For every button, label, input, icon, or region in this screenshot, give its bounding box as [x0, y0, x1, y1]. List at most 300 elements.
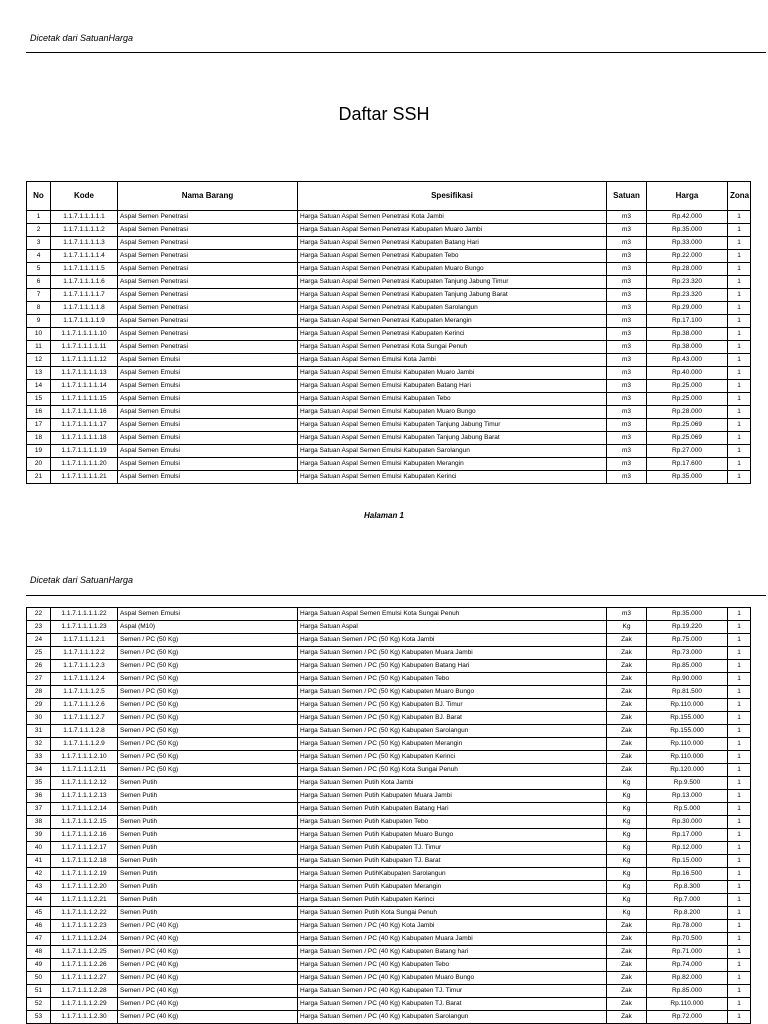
cell-no: 34 — [27, 764, 51, 777]
cell-nama-barang: Aspal Semen Emulsi — [118, 367, 298, 380]
table-row — [27, 419, 751, 432]
table-row — [27, 699, 751, 712]
cell-harga: Rp.71.000 — [647, 946, 728, 959]
cell-satuan: Zak — [607, 1011, 647, 1024]
cell-satuan: m3 — [607, 302, 647, 315]
cell-spesifikasi: Harga Satuan Aspal Semen Emulsi Kabupaten Tebo — [298, 393, 607, 406]
table-row — [27, 250, 751, 263]
cell-no: 18 — [27, 432, 51, 445]
cell-kode: 1.1.7.1.1.1.1.5 — [51, 263, 118, 276]
cell-zona: 1 — [728, 621, 751, 634]
cell-spesifikasi: Harga Satuan Aspal Semen Emulsi Kabupaten Tanjung Jabung Barat — [298, 432, 607, 445]
cell-satuan: Zak — [607, 972, 647, 985]
cell-nama-barang: Aspal Semen Emulsi — [118, 608, 298, 621]
cell-kode: 1.1.7.1.1.1.2.14 — [51, 803, 118, 816]
cell-satuan: Kg — [607, 777, 647, 790]
table-row — [27, 751, 751, 764]
cell-zona: 1 — [728, 315, 751, 328]
cell-spesifikasi: Harga Satuan Semen / PC (40 Kg) Kabupaten Batang hari — [298, 946, 607, 959]
cell-kode: 1.1.7.1.1.1.1.11 — [51, 341, 118, 354]
cell-spesifikasi: Harga Satuan Semen Putih Kota Jambi — [298, 777, 607, 790]
cell-harga: Rp.17.600 — [647, 458, 728, 471]
cell-satuan: m3 — [607, 419, 647, 432]
cell-spesifikasi: Harga Satuan Aspal — [298, 621, 607, 634]
cell-spesifikasi: Harga Satuan Semen Putih Kabupaten Merangin — [298, 881, 607, 894]
cell-no: 49 — [27, 959, 51, 972]
cell-kode: 1.1.7.1.1.1.2.4 — [51, 673, 118, 686]
cell-harga: Rp.35.000 — [647, 224, 728, 237]
cell-kode: 1.1.7.1.1.1.2.28 — [51, 985, 118, 998]
cell-no: 9 — [27, 315, 51, 328]
col-header-zona: Zona — [728, 182, 751, 211]
cell-satuan: m3 — [607, 289, 647, 302]
cell-nama-barang: Semen / PC (40 Kg) — [118, 998, 298, 1011]
cell-no: 5 — [27, 263, 51, 276]
cell-harga: Rp.40.000 — [647, 367, 728, 380]
cell-satuan: m3 — [607, 380, 647, 393]
cell-zona: 1 — [728, 634, 751, 647]
cell-nama-barang: Aspal Semen Emulsi — [118, 419, 298, 432]
cell-no: 17 — [27, 419, 51, 432]
cell-no: 53 — [27, 1011, 51, 1024]
cell-kode: 1.1.7.1.1.1.1.21 — [51, 471, 118, 484]
cell-spesifikasi: Harga Satuan Semen / PC (40 Kg) Kabupaten Muaro Bungo — [298, 972, 607, 985]
cell-satuan: Kg — [607, 868, 647, 881]
cell-kode: 1.1.7.1.1.1.2.7 — [51, 712, 118, 725]
page-footer: Halaman 1 — [363, 511, 405, 520]
cell-satuan: m3 — [607, 263, 647, 276]
cell-kode: 1.1.7.1.1.1.2.16 — [51, 829, 118, 842]
cell-harga: Rp.155.000 — [647, 725, 728, 738]
cell-zona: 1 — [728, 224, 751, 237]
cell-nama-barang: Aspal Semen Emulsi — [118, 445, 298, 458]
cell-zona: 1 — [728, 803, 751, 816]
table-row — [27, 276, 751, 289]
cell-kode: 1.1.7.1.1.1.2.30 — [51, 1011, 118, 1024]
cell-zona: 1 — [728, 712, 751, 725]
cell-satuan: Zak — [607, 673, 647, 686]
cell-kode: 1.1.7.1.1.1.1.12 — [51, 354, 118, 367]
cell-kode: 1.1.7.1.1.1.2.25 — [51, 946, 118, 959]
cell-zona: 1 — [728, 907, 751, 920]
cell-zona: 1 — [728, 432, 751, 445]
cell-nama-barang: Semen / PC (40 Kg) — [118, 946, 298, 959]
table-row — [27, 211, 751, 224]
cell-zona: 1 — [728, 211, 751, 224]
cell-nama-barang: Semen / PC (50 Kg) — [118, 738, 298, 751]
cell-satuan: Zak — [607, 959, 647, 972]
cell-no: 33 — [27, 751, 51, 764]
cell-zona: 1 — [728, 738, 751, 751]
table-row — [27, 471, 751, 484]
cell-nama-barang: Aspal Semen Penetrasi — [118, 328, 298, 341]
cell-nama-barang: Aspal Semen Penetrasi — [118, 263, 298, 276]
cell-spesifikasi: Harga Satuan Aspal Semen Penetrasi Kabupaten Muaro Bungo — [298, 263, 607, 276]
table-row — [27, 946, 751, 959]
cell-zona: 1 — [728, 920, 751, 933]
table-row — [27, 237, 751, 250]
cell-nama-barang: Semen / PC (50 Kg) — [118, 660, 298, 673]
cell-no: 10 — [27, 328, 51, 341]
cell-zona: 1 — [728, 608, 751, 621]
cell-harga: Rp.15.000 — [647, 855, 728, 868]
cell-harga: Rp.28.000 — [647, 263, 728, 276]
cell-satuan: Zak — [607, 946, 647, 959]
cell-harga: Rp.75.000 — [647, 634, 728, 647]
cell-kode: 1.1.7.1.1.1.1.19 — [51, 445, 118, 458]
cell-zona: 1 — [728, 842, 751, 855]
cell-nama-barang: Semen / PC (40 Kg) — [118, 1011, 298, 1024]
cell-no: 13 — [27, 367, 51, 380]
cell-spesifikasi: Harga Satuan Aspal Semen Penetrasi Kabupaten Tebo — [298, 250, 607, 263]
cell-kode: 1.1.7.1.1.1.1.15 — [51, 393, 118, 406]
cell-spesifikasi: Harga Satuan Aspal Semen Penetrasi Kota Jambi — [298, 211, 607, 224]
cell-spesifikasi: Harga Satuan Semen Putih Kabupaten Kerinci — [298, 894, 607, 907]
cell-spesifikasi: Harga Satuan Semen / PC (50 Kg) Kabupaten BJ. Timur — [298, 699, 607, 712]
cell-harga: Rp.17.000 — [647, 829, 728, 842]
cell-no: 44 — [27, 894, 51, 907]
table-row — [27, 894, 751, 907]
cell-harga: Rp.8.300 — [647, 881, 728, 894]
cell-zona: 1 — [728, 764, 751, 777]
cell-zona: 1 — [728, 894, 751, 907]
cell-no: 23 — [27, 621, 51, 634]
cell-harga: Rp.25.069 — [647, 432, 728, 445]
cell-no: 32 — [27, 738, 51, 751]
cell-nama-barang: Semen Putih — [118, 855, 298, 868]
cell-kode: 1.1.7.1.1.1.1.3 — [51, 237, 118, 250]
cell-satuan: m3 — [607, 315, 647, 328]
cell-spesifikasi: Harga Satuan Semen / PC (50 Kg) Kota Sungai Penuh — [298, 764, 607, 777]
cell-zona: 1 — [728, 328, 751, 341]
cell-kode: 1.1.7.1.1.1.1.1 — [51, 211, 118, 224]
cell-nama-barang: Semen / PC (50 Kg) — [118, 712, 298, 725]
cell-no: 25 — [27, 647, 51, 660]
price-table-page2 — [26, 607, 751, 1024]
cell-kode: 1.1.7.1.1.1.1.18 — [51, 432, 118, 445]
cell-spesifikasi: Harga Satuan Semen Putih Kabupaten TJ. Barat — [298, 855, 607, 868]
cell-satuan: Zak — [607, 764, 647, 777]
cell-satuan: m3 — [607, 406, 647, 419]
cell-spesifikasi: Harga Satuan Aspal Semen Penetrasi Kabupaten Tanjung Jabung Barat — [298, 289, 607, 302]
cell-nama-barang: Semen / PC (50 Kg) — [118, 686, 298, 699]
cell-no: 35 — [27, 777, 51, 790]
cell-satuan: m3 — [607, 445, 647, 458]
cell-zona: 1 — [728, 933, 751, 946]
cell-harga: Rp.23.320 — [647, 289, 728, 302]
cell-zona: 1 — [728, 972, 751, 985]
cell-harga: Rp.29.000 — [647, 302, 728, 315]
page-title: Daftar SSH — [338, 104, 430, 124]
cell-no: 1 — [27, 211, 51, 224]
cell-zona: 1 — [728, 946, 751, 959]
table-row — [27, 842, 751, 855]
cell-zona: 1 — [728, 289, 751, 302]
cell-nama-barang: Semen Putih — [118, 790, 298, 803]
cell-spesifikasi: Harga Satuan Aspal Semen Emulsi Kabupaten Kerinci — [298, 471, 607, 484]
cell-kode: 1.1.7.1.1.1.1.8 — [51, 302, 118, 315]
cell-zona: 1 — [728, 393, 751, 406]
cell-kode: 1.1.7.1.1.1.2.5 — [51, 686, 118, 699]
cell-harga: Rp.78.000 — [647, 920, 728, 933]
cell-kode: 1.1.7.1.1.1.1.22 — [51, 608, 118, 621]
cell-satuan: m3 — [607, 276, 647, 289]
cell-no: 48 — [27, 946, 51, 959]
cell-satuan: Zak — [607, 920, 647, 933]
cell-zona: 1 — [728, 458, 751, 471]
cell-zona: 1 — [728, 855, 751, 868]
cell-kode: 1.1.7.1.1.1.1.16 — [51, 406, 118, 419]
cell-satuan: Zak — [607, 738, 647, 751]
cell-harga: Rp.30.000 — [647, 816, 728, 829]
cell-spesifikasi: Harga Satuan Aspal Semen Penetrasi Kabupaten Sarolangun — [298, 302, 607, 315]
table-row — [27, 907, 751, 920]
cell-spesifikasi: Harga Satuan Semen / PC (50 Kg) Kabupaten Kerinci — [298, 751, 607, 764]
cell-nama-barang: Semen / PC (50 Kg) — [118, 673, 298, 686]
table-row — [27, 764, 751, 777]
table-row — [27, 432, 751, 445]
cell-spesifikasi: Harga Satuan Semen Putih Kota Sungai Penuh — [298, 907, 607, 920]
table-row — [27, 660, 751, 673]
table-row — [27, 777, 751, 790]
cell-zona: 1 — [728, 777, 751, 790]
cell-kode: 1.1.7.1.1.1.1.9 — [51, 315, 118, 328]
printed-from-header: Dicetak dari SatuanHarga — [30, 33, 134, 43]
cell-satuan: m3 — [607, 328, 647, 341]
cell-zona: 1 — [728, 647, 751, 660]
cell-nama-barang: Aspal Semen Penetrasi — [118, 302, 298, 315]
cell-zona: 1 — [728, 471, 751, 484]
table-header-row — [27, 182, 751, 211]
cell-nama-barang: Aspal Semen Penetrasi — [118, 237, 298, 250]
cell-spesifikasi: Harga Satuan Aspal Semen Penetrasi Kabupaten Muaro Jambi — [298, 224, 607, 237]
table-row — [27, 367, 751, 380]
cell-harga: Rp.25.069 — [647, 419, 728, 432]
cell-zona: 1 — [728, 959, 751, 972]
cell-harga: Rp.120.000 — [647, 764, 728, 777]
cell-zona: 1 — [728, 985, 751, 998]
cell-kode: 1.1.7.1.1.1.2.17 — [51, 842, 118, 855]
cell-kode: 1.1.7.1.1.1.1.13 — [51, 367, 118, 380]
cell-nama-barang: Semen / PC (50 Kg) — [118, 634, 298, 647]
cell-kode: 1.1.7.1.1.1.2.6 — [51, 699, 118, 712]
table-row — [27, 686, 751, 699]
cell-spesifikasi: Harga Satuan Aspal Semen Emulsi Kabupaten Muaro Bungo — [298, 406, 607, 419]
cell-no: 20 — [27, 458, 51, 471]
cell-satuan: m3 — [607, 367, 647, 380]
cell-kode: 1.1.7.1.1.1.2.26 — [51, 959, 118, 972]
cell-nama-barang: Semen / PC (40 Kg) — [118, 933, 298, 946]
cell-nama-barang: Aspal Semen Penetrasi — [118, 289, 298, 302]
cell-no: 38 — [27, 816, 51, 829]
cell-satuan: Zak — [607, 725, 647, 738]
cell-harga: Rp.19.220 — [647, 621, 728, 634]
header-rule-page2 — [26, 595, 766, 596]
cell-kode: 1.1.7.1.1.1.2.15 — [51, 816, 118, 829]
cell-satuan: Kg — [607, 855, 647, 868]
cell-harga: Rp.5.000 — [647, 803, 728, 816]
cell-spesifikasi: Harga Satuan Aspal Semen Emulsi Kabupaten Sarolangun — [298, 445, 607, 458]
cell-satuan: m3 — [607, 237, 647, 250]
cell-kode: 1.1.7.1.1.1.2.3 — [51, 660, 118, 673]
cell-nama-barang: Aspal Semen Emulsi — [118, 380, 298, 393]
cell-harga: Rp.16.500 — [647, 868, 728, 881]
cell-spesifikasi: Harga Satuan Aspal Semen Emulsi Kabupaten Merangin — [298, 458, 607, 471]
cell-spesifikasi: Harga Satuan Semen PutihKabupaten Sarolangun — [298, 868, 607, 881]
cell-harga: Rp.23.320 — [647, 276, 728, 289]
cell-no: 4 — [27, 250, 51, 263]
cell-satuan: m3 — [607, 250, 647, 263]
cell-spesifikasi: Harga Satuan Semen Putih Kabupaten Muara Jambi — [298, 790, 607, 803]
cell-harga: Rp.42.000 — [647, 211, 728, 224]
col-header-nama-barang: Nama Barang — [118, 182, 298, 211]
cell-no: 51 — [27, 985, 51, 998]
table-row — [27, 855, 751, 868]
cell-harga: Rp.25.000 — [647, 393, 728, 406]
cell-zona: 1 — [728, 354, 751, 367]
cell-zona: 1 — [728, 699, 751, 712]
cell-no: 14 — [27, 380, 51, 393]
cell-no: 46 — [27, 920, 51, 933]
cell-harga: Rp.27.000 — [647, 445, 728, 458]
cell-nama-barang: Aspal Semen Penetrasi — [118, 250, 298, 263]
cell-harga: Rp.38.000 — [647, 341, 728, 354]
cell-satuan: Kg — [607, 829, 647, 842]
cell-nama-barang: Aspal Semen Emulsi — [118, 354, 298, 367]
table-row — [27, 380, 751, 393]
cell-nama-barang: Semen Putih — [118, 842, 298, 855]
cell-no: 3 — [27, 237, 51, 250]
cell-nama-barang: Semen / PC (50 Kg) — [118, 725, 298, 738]
cell-harga: Rp.28.000 — [647, 406, 728, 419]
cell-harga: Rp.33.000 — [647, 237, 728, 250]
cell-kode: 1.1.7.1.1.1.2.21 — [51, 894, 118, 907]
cell-nama-barang: Aspal Semen Penetrasi — [118, 211, 298, 224]
table-row — [27, 738, 751, 751]
cell-satuan: m3 — [607, 354, 647, 367]
table-row — [27, 816, 751, 829]
table-row — [27, 621, 751, 634]
cell-no: 50 — [27, 972, 51, 985]
table-row — [27, 393, 751, 406]
cell-kode: 1.1.7.1.1.1.2.20 — [51, 881, 118, 894]
cell-satuan: Zak — [607, 933, 647, 946]
table-row — [27, 315, 751, 328]
cell-nama-barang: Semen Putih — [118, 829, 298, 842]
cell-spesifikasi: Harga Satuan Semen Putih Kabupaten Muaro Bungo — [298, 829, 607, 842]
cell-no: 42 — [27, 868, 51, 881]
cell-zona: 1 — [728, 419, 751, 432]
cell-satuan: Zak — [607, 647, 647, 660]
cell-kode: 1.1.7.1.1.1.2.1 — [51, 634, 118, 647]
cell-nama-barang: Semen / PC (40 Kg) — [118, 985, 298, 998]
cell-harga: Rp.85.000 — [647, 660, 728, 673]
cell-nama-barang: Semen Putih — [118, 868, 298, 881]
cell-spesifikasi: Harga Satuan Semen Putih Kabupaten TJ. Timur — [298, 842, 607, 855]
cell-harga: Rp.43.000 — [647, 354, 728, 367]
cell-zona: 1 — [728, 302, 751, 315]
cell-zona: 1 — [728, 673, 751, 686]
cell-nama-barang: Semen Putih — [118, 803, 298, 816]
cell-zona: 1 — [728, 341, 751, 354]
cell-spesifikasi: Harga Satuan Aspal Semen Emulsi Kabupaten Tanjung Jabung Timur — [298, 419, 607, 432]
cell-kode: 1.1.7.1.1.1.2.22 — [51, 907, 118, 920]
cell-kode: 1.1.7.1.1.1.2.19 — [51, 868, 118, 881]
cell-kode: 1.1.7.1.1.1.2.13 — [51, 790, 118, 803]
cell-no: 31 — [27, 725, 51, 738]
cell-nama-barang: Aspal Semen Penetrasi — [118, 341, 298, 354]
table-row — [27, 933, 751, 946]
price-table-page1 — [26, 181, 751, 484]
cell-no: 37 — [27, 803, 51, 816]
cell-harga: Rp.12.000 — [647, 842, 728, 855]
cell-nama-barang: Semen / PC (40 Kg) — [118, 920, 298, 933]
cell-harga: Rp.110.000 — [647, 738, 728, 751]
cell-zona: 1 — [728, 1011, 751, 1024]
cell-spesifikasi: Harga Satuan Semen / PC (50 Kg) Kabupaten Tebo — [298, 673, 607, 686]
cell-harga: Rp.110.000 — [647, 751, 728, 764]
col-header-no: No — [27, 182, 51, 211]
cell-spesifikasi: Harga Satuan Semen / PC (40 Kg) Kabupaten Muara Jambi — [298, 933, 607, 946]
cell-nama-barang: Aspal Semen Emulsi — [118, 406, 298, 419]
cell-kode: 1.1.7.1.1.1.2.12 — [51, 777, 118, 790]
cell-no: 47 — [27, 933, 51, 946]
cell-spesifikasi: Harga Satuan Semen / PC (40 Kg) Kota Jambi — [298, 920, 607, 933]
cell-spesifikasi: Harga Satuan Aspal Semen Penetrasi Kabupaten Kerinci — [298, 328, 607, 341]
cell-satuan: Zak — [607, 686, 647, 699]
cell-spesifikasi: Harga Satuan Aspal Semen Penetrasi Kota Sungai Penuh — [298, 341, 607, 354]
cell-no: 8 — [27, 302, 51, 315]
printed-from-header-page2: Dicetak dari SatuanHarga — [30, 575, 134, 585]
cell-nama-barang: Aspal Semen Emulsi — [118, 458, 298, 471]
cell-kode: 1.1.7.1.1.1.2.8 — [51, 725, 118, 738]
cell-zona: 1 — [728, 725, 751, 738]
cell-harga: Rp.110.000 — [647, 699, 728, 712]
cell-no: 30 — [27, 712, 51, 725]
cell-kode: 1.1.7.1.1.1.2.9 — [51, 738, 118, 751]
cell-zona: 1 — [728, 250, 751, 263]
table-row — [27, 224, 751, 237]
cell-spesifikasi: Harga Satuan Aspal Semen Emulsi Kabupaten Batang Hari — [298, 380, 607, 393]
col-header-satuan: Satuan — [607, 182, 647, 211]
cell-kode: 1.1.7.1.1.1.1.10 — [51, 328, 118, 341]
cell-harga: Rp.110.000 — [647, 998, 728, 1011]
cell-zona: 1 — [728, 816, 751, 829]
cell-spesifikasi: Harga Satuan Semen / PC (50 Kg) Kabupaten Sarolangun — [298, 725, 607, 738]
table-row — [27, 790, 751, 803]
table-row — [27, 673, 751, 686]
cell-harga: Rp.25.000 — [647, 380, 728, 393]
table-row — [27, 458, 751, 471]
cell-zona: 1 — [728, 660, 751, 673]
cell-kode: 1.1.7.1.1.1.2.10 — [51, 751, 118, 764]
cell-satuan: Kg — [607, 621, 647, 634]
cell-nama-barang: Semen Putih — [118, 816, 298, 829]
header-rule — [26, 52, 766, 53]
table-row — [27, 341, 751, 354]
cell-kode: 1.1.7.1.1.1.1.14 — [51, 380, 118, 393]
cell-spesifikasi: Harga Satuan Aspal Semen Penetrasi Kabupaten Merangin — [298, 315, 607, 328]
cell-zona: 1 — [728, 829, 751, 842]
cell-zona: 1 — [728, 367, 751, 380]
cell-no: 28 — [27, 686, 51, 699]
cell-zona: 1 — [728, 263, 751, 276]
cell-spesifikasi: Harga Satuan Aspal Semen Penetrasi Kabupaten Batang Hari — [298, 237, 607, 250]
cell-spesifikasi: Harga Satuan Semen / PC (40 Kg) Kabupaten Sarolangun — [298, 1011, 607, 1024]
cell-kode: 1.1.7.1.1.1.2.24 — [51, 933, 118, 946]
cell-harga: Rp.22.000 — [647, 250, 728, 263]
cell-no: 36 — [27, 790, 51, 803]
